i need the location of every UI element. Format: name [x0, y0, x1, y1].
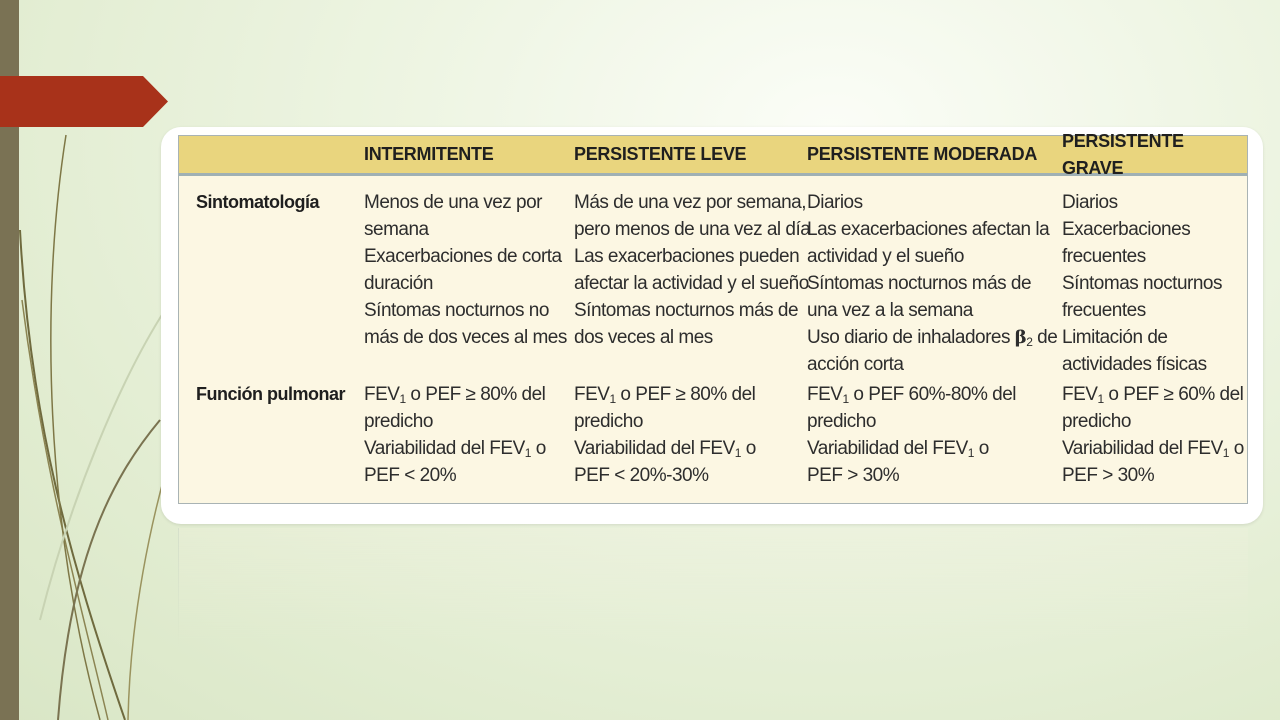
header-persistente-moderada: PERSISTENTE MODERADA	[807, 136, 1062, 176]
table-reflection	[178, 528, 1248, 648]
header-intermitente: INTERMITENTE	[364, 136, 574, 176]
cell-funcion-moderada: $FEV_1$ o PEF 60%-80% del predicho Variabilidad del $FEV_1$ o PEF > 30%	[807, 384, 1017, 486]
header-persistente-leve: PERSISTENTE LEVE	[574, 136, 807, 176]
cell-sintomas-grave: Diarios Exacerbaciones frecuentes Síntomas nocturnos frecuentes Limitación de actividades físicas	[1062, 192, 1222, 375]
header-corner	[179, 136, 364, 176]
cell-funcion-leve: $FEV_1$ o PEF ≥ 80% del predicho Variabilidad del $FEV_1$ o PEF < 20%-30%	[574, 384, 756, 486]
cell-sintomas-leve: Más de una vez por semana, pero menos de una vez al día Las exacerbaciones pueden afectar la actividad y el sueño Síntomas nocturnos más de dos veces al mes	[574, 192, 811, 348]
cell-sintomas-intermitente: Menos de una vez por semana Exacerbaciones de corta duración Síntomas nocturnos no más de dos veces al mes	[364, 192, 567, 348]
slide-marker-tab	[0, 76, 168, 127]
cell-funcion-intermitente: $FEV_1$ o PEF ≥ 80% del predicho Variabilidad del $FEV_1$ o PEF < 20%	[364, 384, 546, 486]
header-persistente-grave: PERSISTENTE GRAVE	[1062, 136, 1247, 176]
asthma-classification-table	[178, 130, 1248, 504]
cell-sintomas-moderada: Diarios Las exacerbaciones afectan la actividad y el sueño Síntomas nocturnos más de una vez a la semana Uso diario de inhaladores $\beta_2$ de acción corta	[807, 192, 1058, 375]
cell-funcion-grave: $FEV_1$ o PEF ≥ 60% del predicho Variabilidad del $FEV_1$ o PEF > 30%	[1062, 384, 1244, 486]
beta-symbol: β	[1014, 327, 1027, 348]
row-label-funcion-pulmonar: Función pulmonar	[196, 384, 345, 404]
row-label-sintomatologia: Sintomatología	[196, 192, 319, 212]
